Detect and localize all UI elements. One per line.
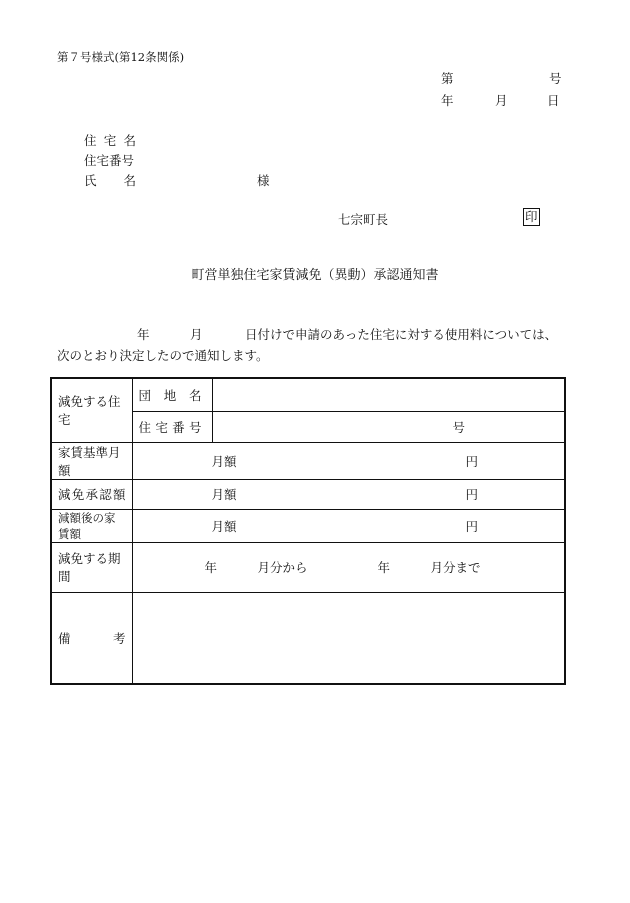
body-month: 月 bbox=[190, 327, 203, 342]
seal-text: 印 bbox=[525, 209, 538, 224]
table-row bbox=[51, 479, 565, 509]
issuer-title: 七宗町長 bbox=[338, 212, 389, 227]
document-title: 町営単独住宅家賃減免（異動）承認通知書 bbox=[191, 268, 439, 283]
reduction-table bbox=[50, 377, 566, 685]
date-year: 年 bbox=[441, 93, 454, 108]
reduced-rent-value: 月額 円 bbox=[132, 509, 565, 542]
housing-name-label: 住 宅 名 bbox=[84, 133, 136, 148]
house-number-label-cell: 住 宅 番 号 bbox=[132, 411, 212, 442]
form-number: 第７号様式(第12条関係) bbox=[57, 50, 185, 64]
recipient-name-label: 氏 名 bbox=[84, 173, 136, 188]
seal-mark bbox=[523, 208, 540, 226]
table-row bbox=[51, 442, 565, 479]
body-line1: 日付けで申請のあった住宅に対する使用料については、 bbox=[245, 327, 558, 342]
base-rent-value: 月額 円 bbox=[132, 442, 565, 479]
approved-amount-value: 月額 円 bbox=[132, 479, 565, 509]
remarks-value bbox=[132, 592, 565, 684]
honorific: 様 bbox=[257, 173, 270, 188]
housing-label-cell: 減免する住宅 bbox=[51, 378, 132, 442]
date-day: 日 bbox=[547, 93, 560, 108]
base-rent-label: 家賃基準月額 bbox=[51, 442, 132, 479]
notice-body bbox=[57, 324, 587, 366]
housing-number-label: 住宅番号 bbox=[84, 153, 135, 168]
date-month: 月 bbox=[495, 93, 508, 108]
table-row bbox=[51, 542, 565, 592]
number-suffix: 号 bbox=[549, 71, 562, 86]
remarks-label: 備 考 bbox=[51, 592, 132, 684]
reduced-rent-label: 減額後の家賃額 bbox=[51, 509, 132, 542]
house-number-value-cell: 号 bbox=[212, 411, 565, 442]
body-line2: 次のとおり決定したので通知します。 bbox=[57, 348, 269, 363]
complex-label-cell: 団 地 名 bbox=[132, 378, 212, 411]
complex-value-cell bbox=[212, 378, 565, 411]
table-row bbox=[51, 509, 565, 542]
table-row bbox=[51, 378, 565, 411]
period-value: 年 月分から 年 月分まで bbox=[132, 542, 565, 592]
number-prefix: 第 bbox=[441, 71, 454, 86]
approved-amount-label: 減 免 承 認 額 bbox=[51, 479, 132, 509]
table-row bbox=[51, 592, 565, 684]
body-year: 年 bbox=[137, 327, 150, 342]
period-label: 減免する期間 bbox=[51, 542, 132, 592]
